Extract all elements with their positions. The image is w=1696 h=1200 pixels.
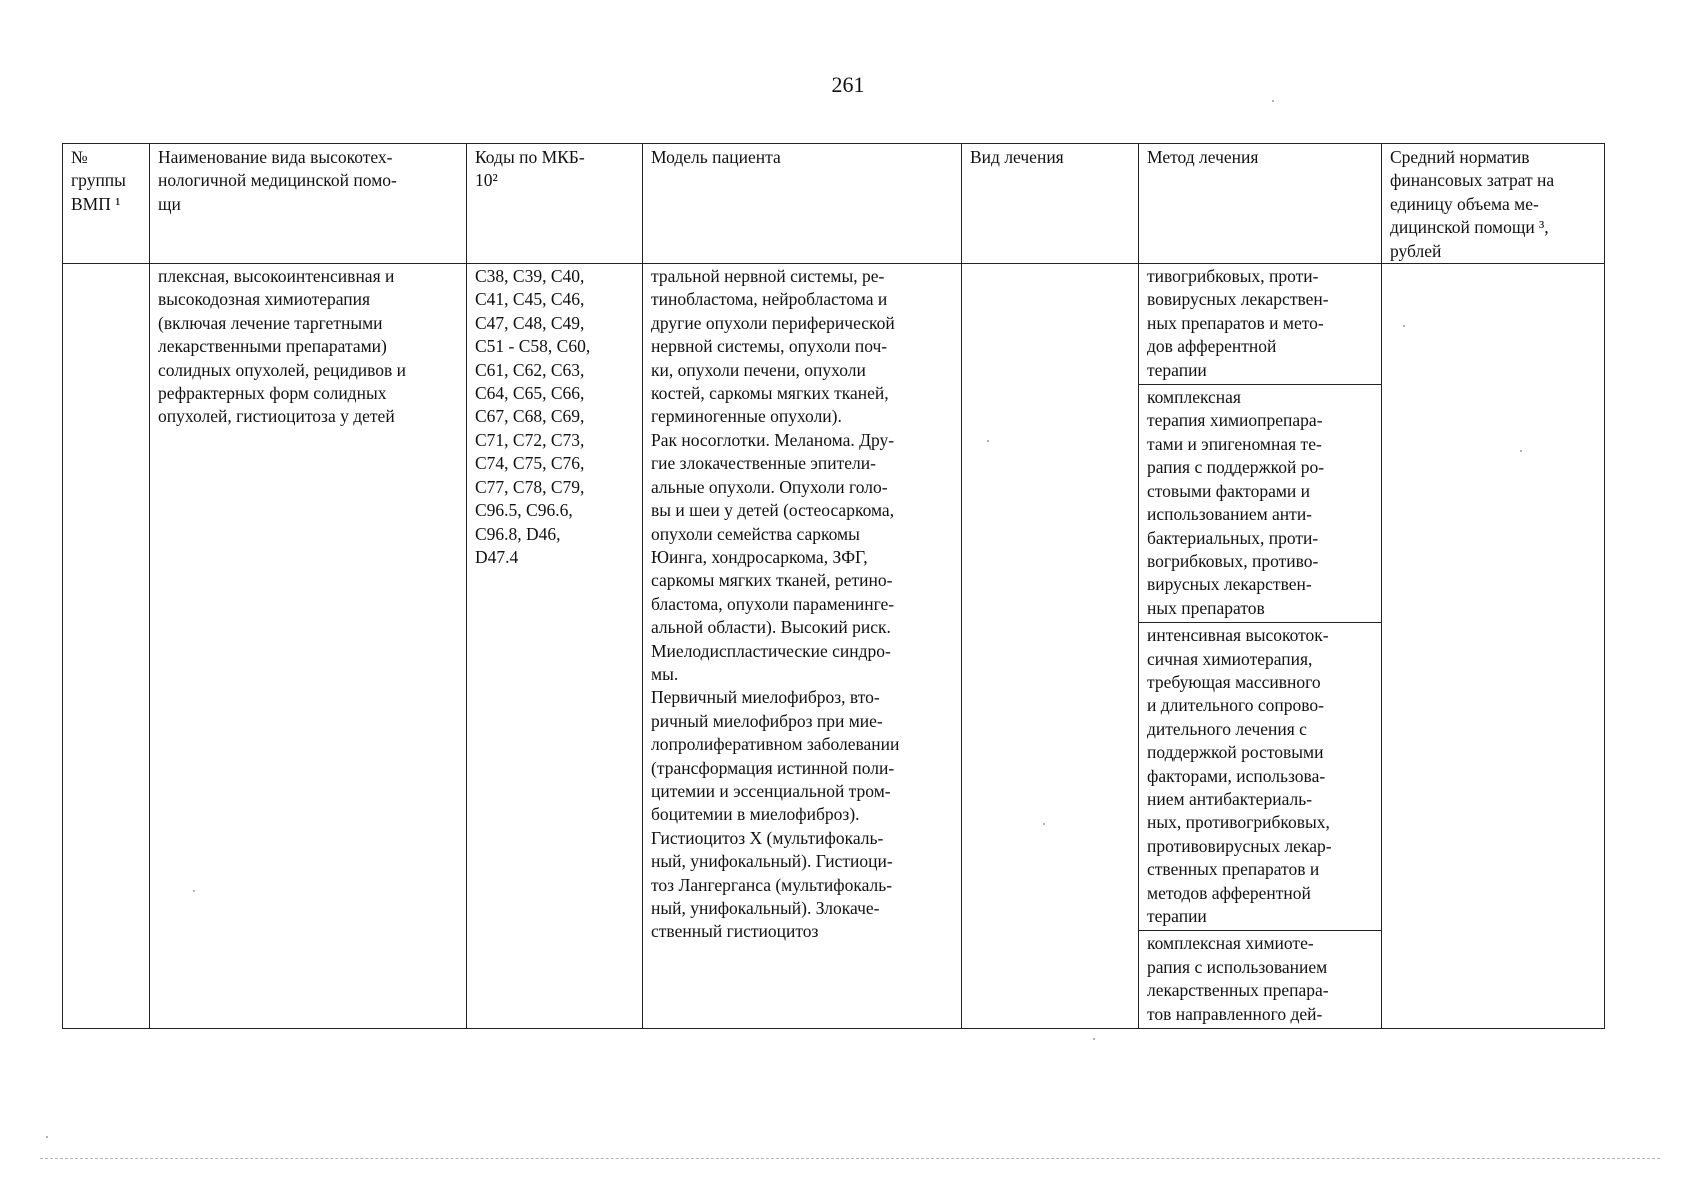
cell-care-type-name xyxy=(150,264,467,1029)
text-line: ных препаратов и мето- xyxy=(1147,312,1324,333)
text-line: цитемии и эссенциальной тром- xyxy=(651,780,891,801)
cell-treatment-type xyxy=(962,264,1139,1029)
text-line: плексная, высокоинтенсивная и xyxy=(158,266,395,287)
scan-speck xyxy=(1043,823,1045,825)
text-line: ный, унифокальный). Злокаче- xyxy=(651,898,880,918)
text-line: бластома, опухоли параменинге- xyxy=(651,593,895,614)
method-item xyxy=(1139,385,1381,623)
text-line: комплексная химиоте- xyxy=(1147,933,1314,954)
header-treatment-method xyxy=(1139,144,1382,264)
text-line: (трансформация истинной поли- xyxy=(651,757,895,778)
text-line: C96.8, D46, xyxy=(475,523,561,544)
text-line: солидных опухолей, рецидивов и xyxy=(158,359,407,380)
text-line: поддержкой ростовыми xyxy=(1147,742,1324,763)
page-number: 261 xyxy=(831,72,865,97)
text-line: Первичный миелофиброз, вто- xyxy=(651,687,880,708)
text-line: стовыми факторами и xyxy=(1147,480,1311,501)
text-line: вовирусных лекарствен- xyxy=(1147,289,1329,310)
header-icd-codes xyxy=(467,144,643,264)
text-line: Наименование вида высокотех- xyxy=(158,147,393,167)
text-line: костей, саркомы мягких тканей, xyxy=(651,383,889,404)
text-line: тами и эпигеномная те- xyxy=(1147,433,1322,454)
text-line: ных препаратов xyxy=(1147,597,1265,618)
text-line: вирусных лекарствен- xyxy=(1147,574,1312,595)
text-line: тивогрибковых, проти- xyxy=(1147,266,1319,287)
text-line: сичная химиотерапия, xyxy=(1147,648,1313,669)
text-line: D47.4 xyxy=(475,546,519,567)
text-line: альные опухоли. Опухоли голо- xyxy=(651,476,888,497)
scan-speck xyxy=(1403,325,1405,327)
text-line: тинобластома, нейробластома и xyxy=(651,289,888,310)
text-line: щи xyxy=(158,193,181,214)
text-line: Коды по МКБ- xyxy=(475,147,585,167)
text-line: C96.5, C96.6, xyxy=(475,500,573,521)
text-line: ственный гистиоцитоз xyxy=(651,921,819,942)
text-line: ричный миелофиброз при мие- xyxy=(651,710,883,731)
text-line: нервной системы, опухоли поч- xyxy=(651,336,888,357)
text-line: Рак носоглотки. Меланома. Дру- xyxy=(651,429,895,450)
text-line: рапия с поддержкой ро- xyxy=(1147,457,1325,478)
text-line: C47, C48, C49, xyxy=(475,312,585,333)
header-group-number xyxy=(63,144,150,264)
method-item xyxy=(1139,623,1381,931)
text-line: Гистиоцитоз X (мультифокаль- xyxy=(651,827,884,848)
vmp-table xyxy=(62,143,1605,1029)
header-patient-model xyxy=(643,144,962,264)
table-row xyxy=(63,264,1605,1029)
text-line: C61, C62, C63, xyxy=(475,359,585,380)
text-line: лекарственных препара- xyxy=(1147,980,1329,1001)
text-line: нологичной медицинской помо- xyxy=(158,170,397,191)
text-line: терапия химиопрепара- xyxy=(1147,410,1323,431)
table-header-row xyxy=(63,144,1605,264)
header-treatment-type xyxy=(962,144,1139,264)
text-line: группы xyxy=(71,170,126,191)
text-line: тов направленного дей- xyxy=(1147,1003,1323,1024)
text-line: опухолей, гистиоцитоза у детей xyxy=(158,406,395,427)
header-average-cost xyxy=(1382,144,1605,264)
text-line: Средний норматив xyxy=(1390,147,1530,167)
text-line: C67, C68, C69, xyxy=(475,406,585,427)
text-line: ВМП ¹ xyxy=(71,193,121,214)
text-line: C74, C75, C76, xyxy=(475,453,585,474)
text-line: бактериальных, проти- xyxy=(1147,527,1319,548)
text-line: опухоли семейства саркомы xyxy=(651,523,860,544)
text-line: рапия с использованием xyxy=(1147,956,1328,977)
cell-patient-model xyxy=(643,264,962,1029)
text-line: использованием анти- xyxy=(1147,504,1313,525)
text-line: единицу объема ме- xyxy=(1390,193,1539,214)
text-line: C41, C45, C46, xyxy=(475,289,585,310)
text-line: тоз Лангерганса (мультифокаль- xyxy=(651,874,893,895)
text-line: боцитемии в миелофиброз). xyxy=(651,804,860,825)
scan-speck xyxy=(1093,1038,1095,1040)
text-line: тральной нервной системы, ре- xyxy=(651,266,885,287)
text-line: финансовых затрат на xyxy=(1390,170,1555,191)
text-line: вогрибковых, противо- xyxy=(1147,550,1319,571)
text-line: дов афферентной xyxy=(1147,336,1277,357)
text-line: рефрактерных форм солидных xyxy=(158,383,387,404)
text-line: интенсивная высокоток- xyxy=(1147,625,1329,646)
text-line: C71, C72, C73, xyxy=(475,429,585,450)
text-line: Юинга, хондросаркома, ЗФГ, xyxy=(651,546,868,567)
scan-artifact-line xyxy=(40,1158,1660,1159)
scan-speck xyxy=(193,890,195,892)
text-line: ки, опухоли печени, опухоли xyxy=(651,359,866,380)
text-line: ный, унифокальный). Гистиоци- xyxy=(651,851,893,872)
scan-speck xyxy=(987,440,989,442)
cell-average-cost xyxy=(1382,264,1605,1029)
method-item xyxy=(1139,931,1381,1028)
cell-group-number xyxy=(63,264,150,1029)
header-care-type-name xyxy=(150,144,467,264)
text-line: C51 - C58, C60, xyxy=(475,336,591,357)
text-line: терапии xyxy=(1147,359,1207,380)
text-line: противовирусных лекар- xyxy=(1147,835,1332,856)
text-line: нием антибактериаль- xyxy=(1147,788,1313,809)
text-line: дицинской помощи ³, xyxy=(1390,217,1549,238)
cell-treatment-methods xyxy=(1139,264,1382,1029)
text-line: № xyxy=(71,147,88,167)
text-line: гие злокачественные эпители- xyxy=(651,453,876,474)
text-line: альной области). Высокий риск. xyxy=(651,617,891,638)
text-line: факторами, использова- xyxy=(1147,765,1326,786)
scan-speck xyxy=(46,1136,48,1138)
text-line: Метод лечения xyxy=(1147,147,1259,167)
text-line: дительного лечения с xyxy=(1147,718,1307,739)
text-line: высокодозная химиотерапия xyxy=(158,289,371,310)
text-line: саркомы мягких тканей, ретино- xyxy=(651,570,893,591)
text-line: рублей xyxy=(1390,240,1442,261)
text-line: Миелодиспластические синдро- xyxy=(651,640,891,661)
text-line: лекарственными препаратами) xyxy=(158,336,387,357)
text-line: методов афферентной xyxy=(1147,882,1311,903)
text-line: мы. xyxy=(651,663,679,684)
text-line: (включая лечение таргетными xyxy=(158,312,383,333)
text-line: C38, C39, C40, xyxy=(475,266,585,287)
scan-speck xyxy=(1272,100,1274,102)
text-line: ственных препаратов и xyxy=(1147,859,1320,880)
scan-speck xyxy=(1520,450,1522,452)
cell-icd-codes xyxy=(467,264,643,1029)
text-line: C77, C78, C79, xyxy=(475,476,585,497)
text-line: Модель пациента xyxy=(651,147,781,167)
text-line: терапии xyxy=(1147,906,1207,926)
text-line: и длительного сопрово- xyxy=(1147,695,1324,716)
method-item xyxy=(1139,264,1381,385)
text-line: 10² xyxy=(475,170,498,191)
text-line: лопролиферативном заболевании xyxy=(651,734,900,755)
text-line: другие опухоли периферической xyxy=(651,312,895,333)
text-line: комплексная xyxy=(1147,387,1241,408)
text-line: ных, противогрибковых, xyxy=(1147,812,1330,833)
text-line: требующая массивного xyxy=(1147,671,1321,692)
text-line: Вид лечения xyxy=(970,147,1064,167)
text-line: C64, C65, C66, xyxy=(475,383,585,404)
text-line: герминогенные опухоли). xyxy=(651,406,842,427)
text-line: вы и шеи у детей (остеосаркома, xyxy=(651,500,895,521)
